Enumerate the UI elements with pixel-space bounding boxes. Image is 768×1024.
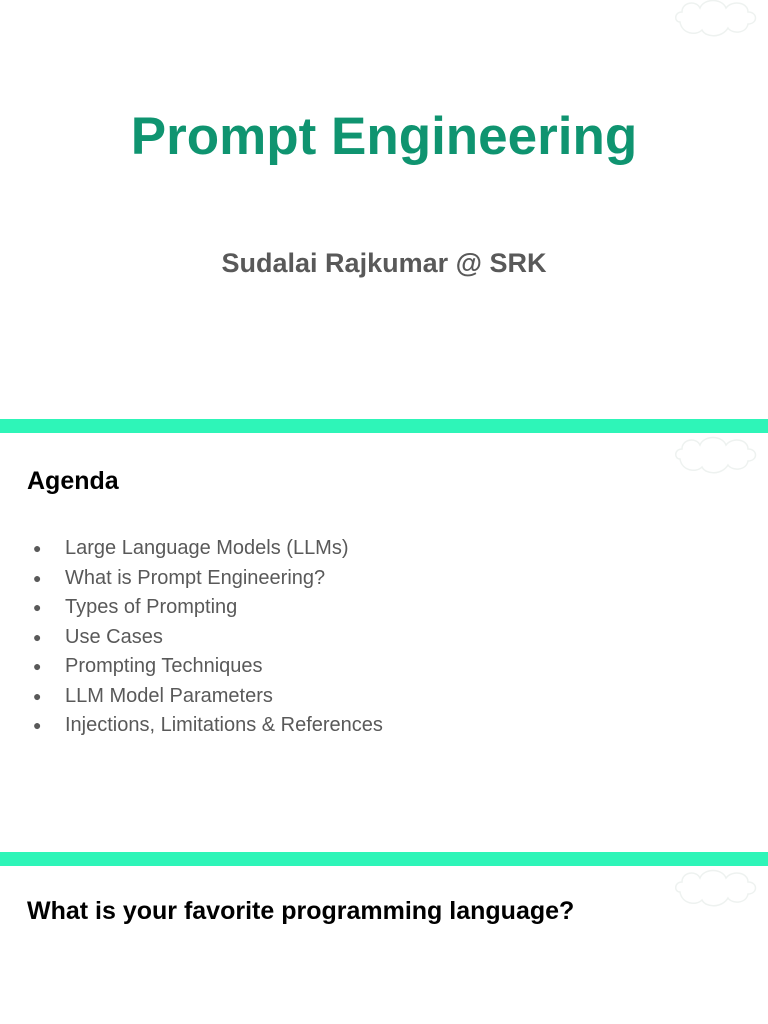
bullet-icon: ● [33, 687, 42, 704]
agenda-heading: Agenda [27, 467, 119, 495]
list-item [0, 593, 383, 623]
question-slide [0, 866, 768, 1024]
title-slide [0, 0, 768, 419]
question-heading: What is your favorite programming language? [27, 897, 575, 925]
bullet-icon: ● [33, 569, 42, 586]
agenda-list [0, 534, 383, 741]
list-item [0, 564, 383, 594]
cloud-icon [672, 0, 762, 40]
list-item [0, 711, 383, 741]
presenter-name: Sudalai Rajkumar @ SRK [221, 248, 547, 278]
bullet-icon: ● [33, 540, 42, 556]
bullet-icon: ● [33, 658, 42, 674]
list-item-label: Large Language Models (LLMs) [65, 537, 349, 559]
list-item [0, 682, 383, 712]
agenda-slide [0, 433, 768, 852]
list-item-label: Use Cases [65, 625, 163, 648]
list-item [0, 623, 383, 653]
list-item-label: LLM Model Parameters [65, 684, 273, 707]
list-item [0, 652, 383, 682]
presentation-title: Prompt Engineering [130, 107, 638, 166]
list-item-label: Prompting Techniques [65, 655, 263, 677]
list-item-label: Types of Prompting [65, 596, 238, 618]
bullet-icon: ● [33, 717, 42, 733]
slide-divider [0, 419, 768, 433]
slide-divider [0, 852, 768, 866]
bullet-icon: ● [33, 628, 42, 645]
cloud-icon [672, 866, 762, 910]
list-item [0, 534, 383, 564]
list-item-label: Injections, Limitations & References [65, 714, 383, 736]
list-item-label: What is Prompt Engineering? [65, 566, 326, 589]
cloud-icon [672, 433, 762, 477]
bullet-icon: ● [33, 599, 42, 615]
